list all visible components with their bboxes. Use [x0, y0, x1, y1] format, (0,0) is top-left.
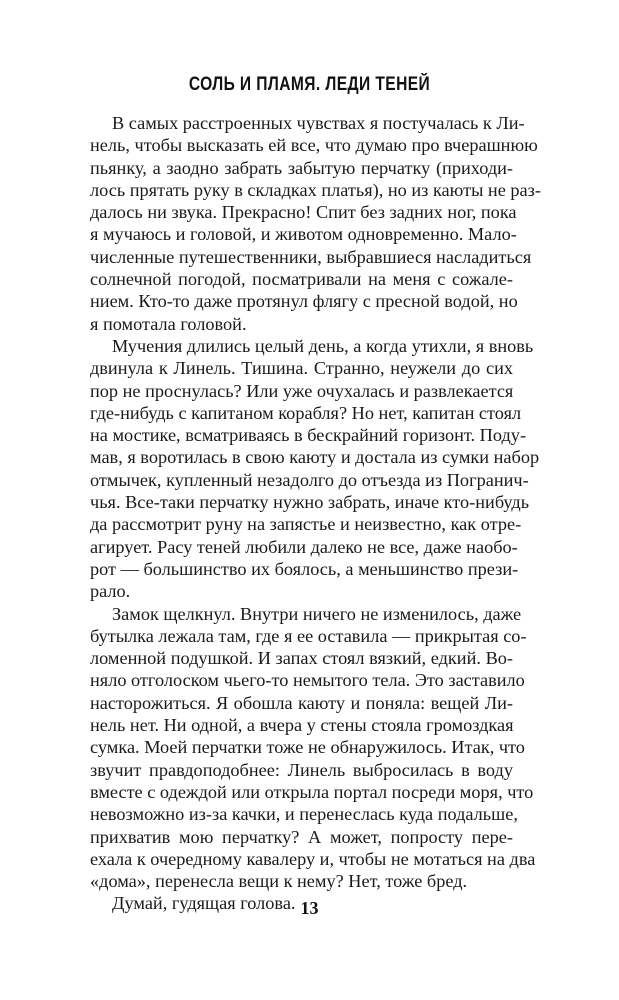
- running-title: СОЛЬ И ПЛАМЯ. ЛЕДИ ТЕНЕЙ: [188, 74, 431, 95]
- text-line: на мостике, всматриваясь в бескрайний горизонт. Поду-: [90, 425, 527, 446]
- text-line: я мучаюсь и головой, и животом одновременно. Мало-: [90, 224, 517, 245]
- text-line: рот — большинство их боялось, а меньшинство прези-: [90, 558, 519, 579]
- text-line: Думай, гудящая голова.: [112, 893, 296, 914]
- text-line: далось ни звука. Прекрасно! Спит без задних ног, пока: [90, 202, 517, 223]
- text-line: В самых расстроенных чувствах я постучалась к Ли-: [112, 113, 525, 133]
- text-line: невозможно из-за качки, и перенеслась куда подальше,: [90, 804, 518, 825]
- text-line: Замок щелкнул. Внутри ничего не изменилось, даже: [112, 603, 522, 624]
- text-line: лось прятать руку в складках платья), но из каюты не раз-: [90, 179, 541, 200]
- text-line: агирует. Расу теней любили далеко не все, даже наобо-: [90, 536, 518, 557]
- text-line: рало.: [90, 581, 131, 602]
- text-line: чья. Все-таки перчатку нужно забрать, иначе кто-нибудь: [90, 492, 530, 513]
- text-line: сумка. Моей перчатки тоже не обнаружилось. Итак, что: [90, 737, 525, 758]
- text-line: ехала к очередному кавалеру и, чтобы не мотаться на два: [90, 848, 536, 869]
- body-text: [90, 112, 541, 915]
- text-line: «дома», перенесла вещи к нему? Нет, тоже бред.: [90, 871, 468, 892]
- text-line: звучит правдоподобнее: Линель выбросилась в воду: [90, 759, 513, 780]
- text-line: вместе с одеждой или открыла портал посреди моря, что: [90, 781, 534, 802]
- text-line: мав, я воротилась в свою каюту и достала из сумки набор: [90, 447, 540, 468]
- text-line: Мучения длились целый день, а когда утихли, я вновь: [112, 335, 534, 356]
- text-line: няло отголоском чьего-то немытого тела. Это заставило: [90, 670, 525, 691]
- text-line: нель, чтобы высказать ей все, что думаю про вчерашнюю: [90, 135, 538, 156]
- text-line: где-нибудь с капитаном корабля? Но нет, капитан стоял: [90, 402, 522, 423]
- text-line: пор не проснулась? Или уже очухалась и развлекается: [90, 380, 514, 401]
- text-line: двинула к Линель. Тишина. Странно, неужели до сих: [90, 358, 513, 379]
- text-line: прихватив мою перчатку? А может, попросту пере-: [90, 826, 513, 847]
- text-line: численные путешественники, выбравшиеся насладиться: [90, 246, 532, 267]
- text-line: нель нет. Ни одной, а вчера у стены стояла громоздкая: [90, 715, 514, 736]
- text-line: да рассмотрит руну на запястье и неизвестно, как отре-: [90, 514, 522, 535]
- text-line: я помотала головой.: [90, 313, 247, 334]
- text-line: ломенной подушкой. И запах стоял вязкий, едкий. Во-: [90, 648, 513, 669]
- page-number: 13: [300, 898, 319, 918]
- text-line: солнечной погодой, посматривали на меня с сожале-: [90, 269, 513, 290]
- text-line: нием. Кто-то даже протянул флягу с пресной водой, но: [90, 291, 518, 312]
- text-line: бутылка лежала там, где я ее оставила — прикрытая со-: [90, 625, 527, 646]
- text-line: пьянку, а заодно забрать забытую перчатку (приходи-: [90, 157, 513, 178]
- text-line: насторожиться. Я обошла каюту и поняла: вещей Ли-: [90, 692, 513, 713]
- text-line: отмычек, купленный незадолго до отъезда из Погранич-: [90, 469, 529, 490]
